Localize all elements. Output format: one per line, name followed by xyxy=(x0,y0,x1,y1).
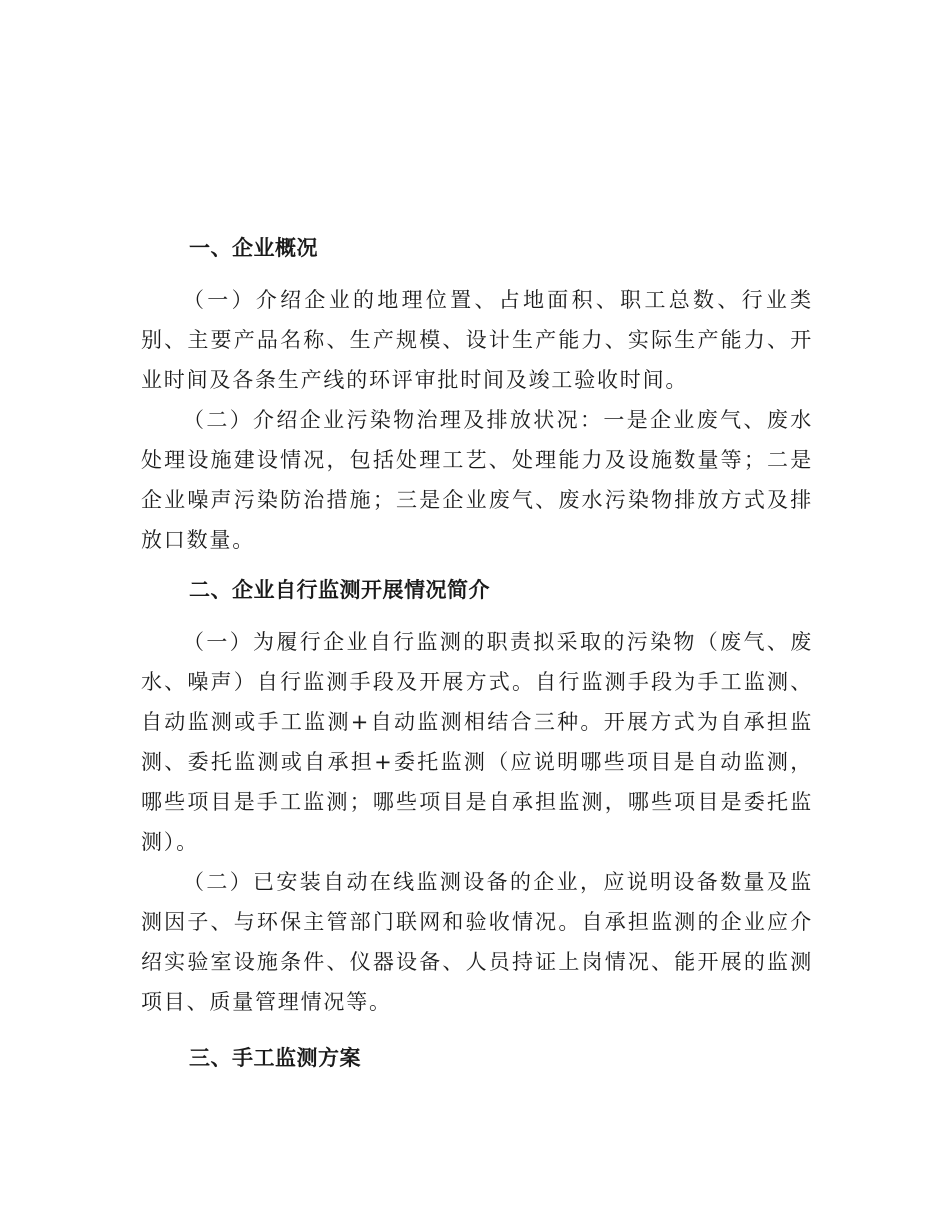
paragraph-monitoring-methods: （一）为履行企业自行监测的职责拟采取的污染物（废气、废水、噪声）自行监测手段及开展方式。自行监测手段为手工监测、自动监测或手工监测+自动监测相结合三种。开展方式为自承担监测、委托监测或自承担+委托监测（应说明哪些项目是自动监测，哪些项目是手工监测；哪些项目是自承担监测，哪些项目是委托监测）。 xyxy=(141,630,813,854)
paragraph-online-monitoring-equipment: （二）已安装自动在线监测设备的企业，应说明设备数量及监测因子、与环保主管部门联网和验收情况。自承担监测的企业应介绍实验室设施条件、仪器设备、人员持证上岗情况、能开展的监测项目、质量管理情况等。 xyxy=(141,870,813,1014)
section-heading-self-monitoring: 二、企业自行监测开展情况简介 xyxy=(189,578,490,602)
paragraph-pollutant-treatment: （二）介绍企业污染物治理及排放状况：一是企业废气、废水处理设施建设情况，包括处理工艺、处理能力及设施数量等；二是企业噪声污染防治措施；三是企业废气、废水污染物排放方式及排放口数量。 xyxy=(141,408,813,552)
section-heading-enterprise-overview: 一、企业概况 xyxy=(189,236,318,260)
document-body xyxy=(141,228,813,1078)
section-heading-manual-monitoring-plan: 三、手工监测方案 xyxy=(189,1046,361,1070)
paragraph-enterprise-basic-info: （一）介绍企业的地理位置、占地面积、职工总数、行业类别、主要产品名称、生产规模、设计生产能力、实际生产能力、开业时间及各条生产线的环评审批时间及竣工验收时间。 xyxy=(141,288,813,392)
